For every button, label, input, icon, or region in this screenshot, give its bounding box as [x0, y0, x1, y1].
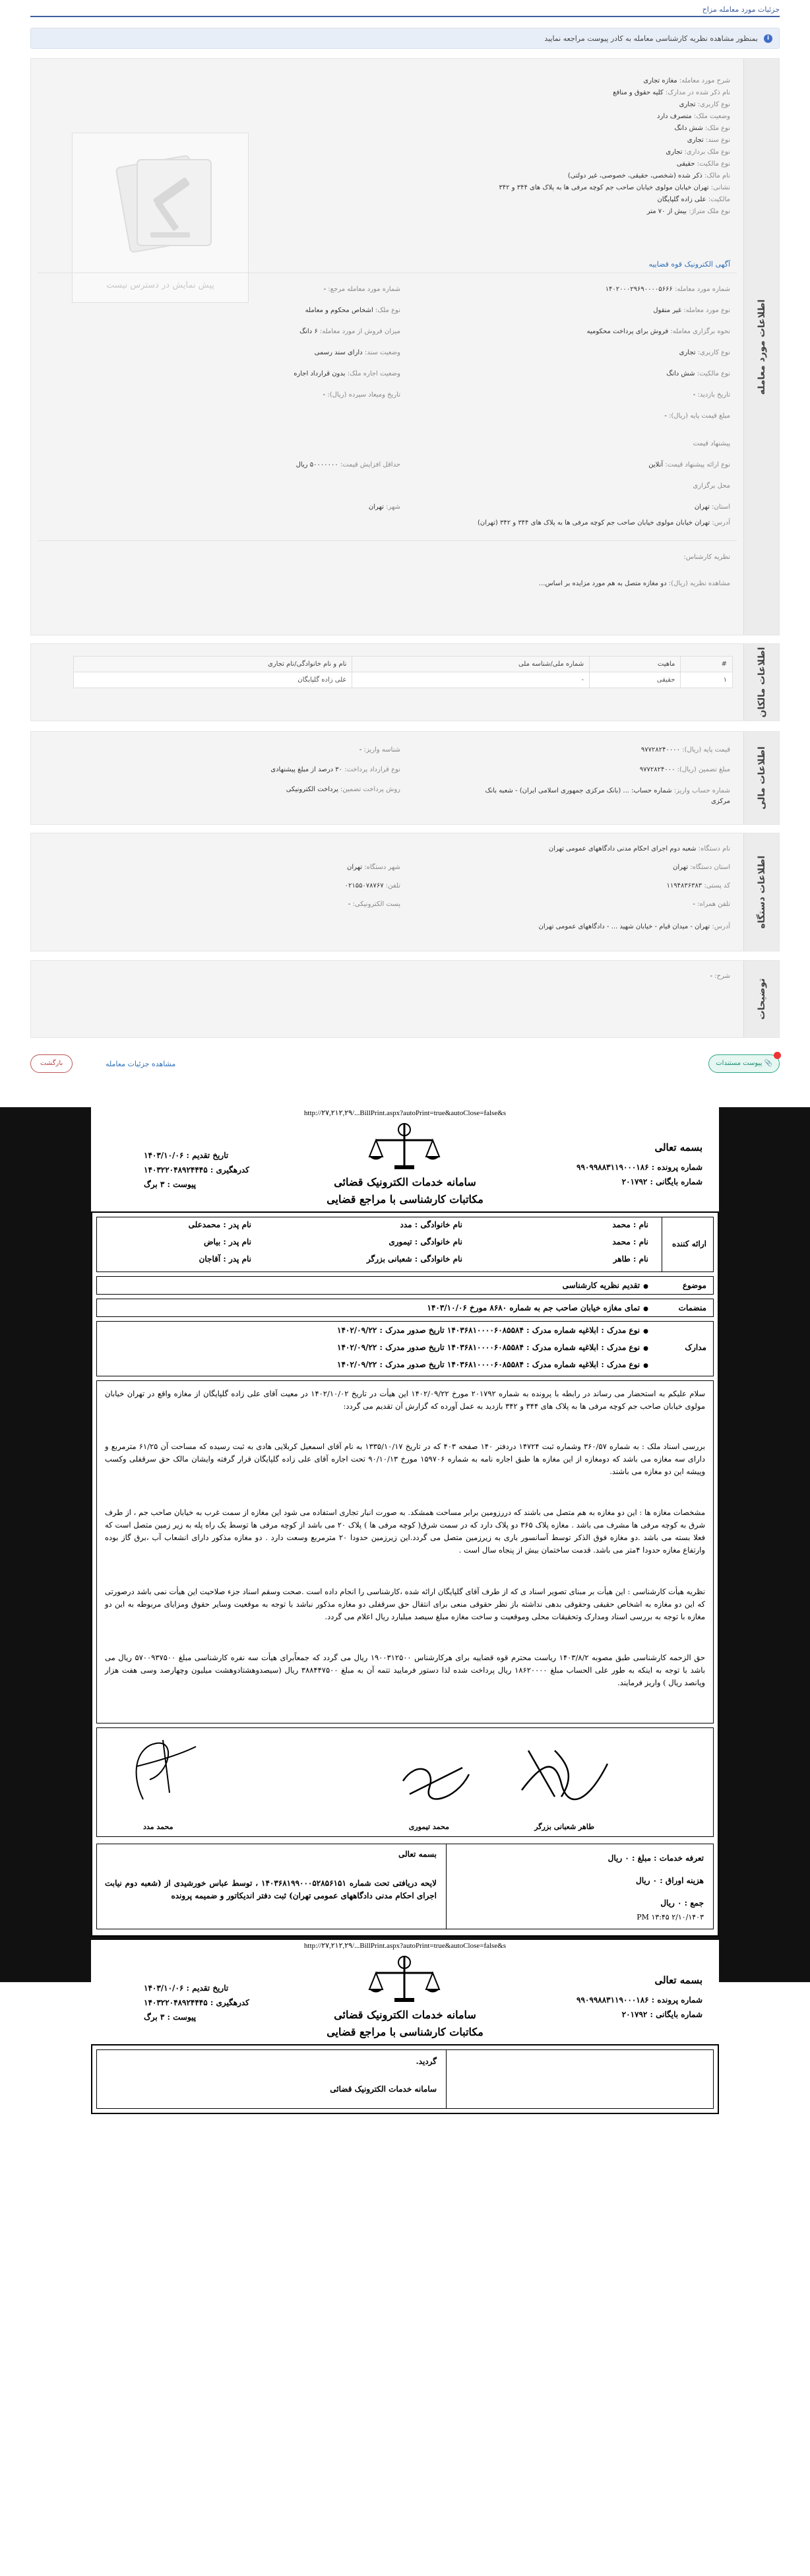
tab-description[interactable]: توضیحات [743, 961, 779, 1037]
signature-2-icon [396, 1748, 476, 1807]
agency-province: استان دستگاه: تهران [672, 864, 730, 871]
section-transaction [30, 58, 780, 635]
info-alert [30, 28, 780, 49]
org-title: سامانه خدمات الکترونیک قضائی [334, 2009, 476, 2021]
attachment-count: پیوست : ۳ برگ [144, 2012, 197, 2022]
detail-field-0: شماره مورد معامله: ۱۴۰۲۰۰۰۲۹۶۹۰۰۰۰۵۶۶۶ [605, 286, 730, 293]
col-index: # [681, 657, 733, 672]
fees-footer-box [96, 1844, 714, 1929]
case-number: شماره پرونده : ۹۹۰۹۹۸۸۳۱۱۹۰۰۰۱۸۶ [576, 1163, 702, 1172]
print-url: http://۲۷,۲۱۲,۲۹/...BillPrint.aspx?autoPrint=true&autoClose=false&s [303, 1942, 507, 1950]
header-divider [30, 16, 780, 17]
owners-header-row [74, 657, 733, 672]
footer-text: لایحه دریافتی تحت شماره ۱۴۰۳۶۸۱۹۹۰۰۰۵۲۸۵۶۱۵۱ ، توسط عباس خورشیدی از (شعبه دوم نیابت اجرای احکام مدنی دادگاههای عمومی تهران) ثبت دفتر اندیکاتور و ضمیمه پرونده [105, 1879, 437, 1900]
alert-text: بمنظور مشاهده نظریه کارشناسی معامله به کادر پیوست مراجعه نمایید [544, 34, 758, 43]
payment-id: شناسه واریز: - [359, 746, 400, 754]
section-owners [30, 643, 780, 721]
tab-owners[interactable]: اطلاعات مالکان [743, 644, 779, 721]
detail-field-4: وضعیت اجاره ملک: بدون قرارداد اجاره [294, 370, 400, 377]
summary-field-10: مالکیت: علی زاده گلپایگان [657, 196, 730, 203]
reference-row: منضمات ● تمای مغازه خیابان صاحب جم به شماره ۸۶۸۰ مورخ ۱۴۰۳/۱۰/۰۶ [96, 1299, 714, 1317]
gavel-image-icon [71, 133, 248, 278]
subject-row: موضوع ● تقدیم نظریه کارشناسی [96, 1276, 714, 1295]
org-subtitle: مکاتبات کارشناسی با مراجع قضایی [327, 1193, 483, 1206]
cell-name: علی زاده گلپایگان [74, 672, 352, 688]
justice-scales-icon [368, 1953, 441, 2006]
detail-field-4: نوع مالکیت: شش دانگ [666, 370, 730, 377]
col-national-id: شماره ملی/شناسه ملی [352, 657, 590, 672]
ad-link[interactable]: آگهی الکترونیک قوه قضاییه [648, 260, 730, 269]
org-subtitle: مکاتبات کارشناسی با مراجع قضایی [327, 2026, 483, 2038]
person-2-father: نام پدر : بیاض [204, 1237, 251, 1246]
service-fee: تعرفه خدمات : مبلغ : ۰ ریال [608, 1853, 704, 1863]
tracking-code: کدرهگیری : ۱۴۰۳۲۲۰۴۸۹۲۴۴۴۵ [144, 1165, 249, 1175]
detail-field-3: وضعیت سند: دارای سند رسمی [314, 349, 400, 356]
footer-left-cell [97, 1844, 447, 1929]
paper-cost: هزینه اوراق : ۰ ریال [635, 1876, 704, 1885]
location-heading: محل برگزاری [693, 482, 730, 490]
report-body [96, 1380, 714, 1723]
section-agency [30, 833, 780, 951]
person-1-father: نام پدر : محمدعلی [188, 1220, 251, 1229]
detail-field-5: تاریخ بازدید: - [693, 391, 730, 399]
received-note: گردید. [416, 2057, 437, 2066]
submit-date: تاریخ تقدیم : ۱۴۰۳/۱۰/۰۶ [144, 1151, 229, 1160]
agency-postal: کد پستی: ۱۱۹۴۸۳۶۳۸۳ [666, 882, 730, 889]
agency-phone: تلفن: ۰۲۱۵۵۰۷۸۷۶۷ [344, 882, 400, 889]
person-3-father: نام پدر : آقاجان [199, 1254, 251, 1264]
signature-3-icon [123, 1733, 202, 1806]
col-name: نام و نام خانوادگی/نام تجاری [74, 657, 352, 672]
signer-3-name: محمد مدد [143, 1822, 173, 1831]
paragraph-opinion: نظریه هیأت کارشناسی : این هیأت بر مبنای تصویر اسناد ی که از طرف آقای گلپایگان ارائه شده ،کارشناسی را انجام داده است .صحت وسقم اسناد جزء صلاحیت این هیأت نمی باشد درصورتی که این دو مغازه به اشخاص حقیقی وحقوقی بدهی نداشته باز نظر حقوقی منعی برای انتقال حق سرقفلی دو مغازه مذکور نباشد با توجه به موقعیت وسایر حقوق ومزایای مربوطه به این دو مغازه با توجه به بررسی اسناد ومدارک وتحقیقات محلی وموقعیت و ساخت مغازه مبلغ سیصد میلیارد ریال اعلام می گردد. [105, 1587, 705, 1621]
bismillah: بسمه تعالی [654, 1142, 702, 1153]
scanned-page-1 [91, 1107, 719, 1937]
tracking-code: کدرهگیری : ۱۴۰۳۲۲۰۴۸۹۲۴۴۴۵ [144, 1998, 249, 2007]
document-item: ● نوع مدرک : ابلاغیه شماره مدرک : ۱۴۰۳۶۸۱۰۰۰۰۶۰۸۵۵۸۴ تاریخ صدور مدرک : ۱۴۰۲/۰۹/۲۲ [337, 1326, 648, 1335]
section-finance [30, 731, 780, 825]
tab-finance[interactable]: اطلاعات مالی [743, 732, 779, 824]
col-type: ماهیت [590, 657, 681, 672]
paperclip-icon: 📎 [764, 1060, 772, 1067]
print-url: http://۲۷,۲۱۲,۲۹/...BillPrint.aspx?autoPrint=true&autoClose=false&s [303, 1109, 507, 1117]
submit-date: تاریخ تقدیم : ۱۴۰۳/۱۰/۰۶ [144, 1983, 229, 1993]
scanned-page-2 [91, 1940, 719, 2114]
bismillah: بسمه تعالی [654, 1974, 702, 1986]
expert-opinion: نظریه کارشناس: [683, 554, 730, 561]
detail-field-1: نوع ملک: اشخاص محکوم و معامله [305, 307, 400, 314]
divider [38, 540, 737, 541]
paragraph-specs: مشخصات مغازه ها : این دو مغازه به هم متصل می باشند که دررزومین برابر مساحت همشکد. به صورت انبار تجاری استفاده می شود این مغازه از سمت غرب به خیابان صاحب جم ، از طرف شرق به کوچه مرفی ها مشرف می باشد . مغازه پلاک ۳۶۵ دو پلاک دارد که در سمت شرق( کوچه مرفی ها ) پلاک ۲۰ می باشد از کوچه مرفی ها توسط یک راه پله به زیر زمین متصل است که فعلا بسته می باشد .دو مغازه فوق الذکر توسط آسانسور باری به زیرزمین متصل می گردد.این زیرزمین حدودا ۲۰ مترمربع وسعت دارد . دو مغازه مذکور دارای انشعاب آب ،برق گاز بوده وارتفاع مغازه حدودا ۴متر می باشد. قدمت ساختمان بیش از پنجاه سال است . [105, 1508, 705, 1555]
cell-national-id: - [352, 672, 590, 688]
photo-caption: پیش نمایش در دسترس نیست [106, 280, 214, 290]
presenters-box [96, 1217, 714, 1272]
detail-field-3: نوع کاربری: تجاری [679, 349, 730, 356]
agency-name: نام دستگاه: شعبه دوم اجرای احکام مدنی دادگاههای عمومی تهران [548, 845, 730, 853]
archive-number: شماره بایگانی : ۲۰۱۷۹۲ [621, 1177, 702, 1186]
summary-field-0: شرح مورد معامله: مغازه تجاری [643, 77, 730, 84]
person-1-first: نام : محمد [612, 1220, 648, 1229]
document-item: ● نوع مدرک : ابلاغیه شماره مدرک : ۱۴۰۳۶۸۱۰۰۰۰۶۰۸۵۵۸۴ تاریخ صدور مدرک : ۱۴۰۲/۰۹/۲۲ [337, 1343, 648, 1352]
summary-field-1: نام ذکر شده در مدارک: کلیه حقوق و منافع [613, 89, 730, 96]
summary-field-11: نوع ملک متراژ: بیش از ۷۰ متر [646, 208, 730, 215]
breadcrumb: جزئیات مورد معامله مزاح [702, 5, 780, 14]
print-timestamp: ۲/۱۰/۱۴۰۳ ۱۳:۴۵ PM [637, 1913, 704, 1921]
table-row [74, 672, 733, 688]
section-description [30, 960, 780, 1038]
city: شهر: تهران [368, 503, 400, 511]
paragraph-deeds: بررسی اسناد ملک : به شماره ۳۶۰/۵۷ وشماره ثبت ۱۴۷۲۴ دردفتر ۱۴۰ صفحه ۴۰۳ که در تاریخ ۱۳۳۵/۱۰/۱۷ به نام آقای اسمعیل کربلایی هادی به ثبت رسیده که مساحت آن ۶۱/۲۵ مترمربع و دارای سه مغازه می باشد که دومغازه از این مغازه ها طبق اجاره نامه به شماره ۱۵۹۷۰۶ مورخ ۹۰/۱۰/۱۳ تحت اجاره آقای علی زاده گلپایگان قرار گرفته وایشان مالک حق سرقفلی وکسب وپیشه این دو مغازه می باشند. [105, 1442, 705, 1476]
summary-field-7: نوع مالکیت: حقیقی [676, 160, 730, 168]
summary-field-6: نوع ملک برداری: تجاری [666, 148, 730, 156]
notification-dot [774, 1052, 781, 1059]
back-button[interactable]: بازگشت [30, 1054, 73, 1073]
agency-mobile: تلفن همراه: - [693, 901, 730, 908]
summary-field-2: نوع کاربری: تجاری [679, 101, 730, 108]
page2-left-cell [97, 2050, 447, 2108]
summary-field-9: نشانی: تهران خیابان مولوی خیابان صاحب جم کوچه مرفی ها به پلاک های ۳۴۴ و ۳۴۲ [499, 184, 730, 191]
detail-field-0: شماره مورد معامله مرجع: - [323, 286, 400, 293]
view-details-link[interactable]: مشاهده جزئیات معامله [106, 1060, 176, 1068]
subject-value: ● تقدیم نظریه کارشناسی [563, 1281, 648, 1290]
base-price: قیمت پایه (ریال): ۹۷۷۲۸۲۴۰۰۰۰ [640, 746, 730, 754]
attachments-button[interactable]: 📎 پیوست مستندات [708, 1054, 780, 1073]
detail-field-2: میزان فروش از مورد معامله: ۶ دانگ [299, 328, 400, 335]
signatures-box [96, 1727, 714, 1837]
agency-address: آدرس: تهران - میدان قیام - خیابان شهید ... - دادگاههای عمومی تهران [538, 923, 730, 930]
archive-number: شماره بایگانی : ۲۰۱۷۹۲ [621, 2010, 702, 2019]
agency-email: پست الکترونیکی: - [348, 901, 400, 908]
system-note: سامانه خدمات الکترونیک قضائی [330, 2084, 437, 2094]
person-2-last: نام خانوادگی : تیموری [389, 1237, 462, 1246]
province: استان: تهران [694, 503, 730, 511]
person-2-first: نام : محمد [612, 1237, 648, 1246]
guarantee-amount: مبلغ تضمین (ریال): ۹۷۷۲۸۲۴۰۰۰ [639, 766, 730, 773]
signature-1-icon [515, 1737, 614, 1810]
paragraph-fees: حق الزحمه کارشناسی طبق مصوبه ۱۴۰۳/۸/۲ ریاست محترم قوه قضاییه برای هرکارشناس ۱۹۰۰۳۱۲۵۰۰ ریال می گردد که جمعاًبرای هیأت سه نفره کارشناسی مبلغ ۵۷۰۰۹۳۷۵۰۰ ریال می باشد با توجه به اینکه به طور علی الحساب مبلغ ۱۸۶۲۰۰۰۰ ریال پرداخت شده لذا دستور فرمایید تتمه آن به مبلغ ۳۸۸۴۴۷۵۰۰ ریال (سیصدوهشتادوهشت میلیون وچهارصد وسی هفت هزار وپانصد ریال ) واریز فرمایند. [105, 1653, 705, 1687]
presenters-label-cell: ارائه کننده [662, 1217, 713, 1272]
summary-field-3: وضعیت ملک: متصرف دارد [657, 113, 730, 120]
detail-field-2: نحوه برگزاری معامله: فروش برای پرداخت محکومیه [586, 328, 730, 335]
case-number: شماره پرونده : ۹۹۰۹۹۸۸۳۱۱۹۰۰۰۱۸۶ [576, 1995, 702, 2005]
paragraph-intro: سلام علیکم به استحضار می رساند در رابطه با پرونده به شماره ۲۰۱۷۹۲ مورخ ۱۴۰۲/۰۹/۲۲ این هیأت در تاریخ ۱۴۰۲/۱۰/۰۲ در معیت آقای علی زاده گلپایگان از مغازه واقع در تهران خیابان مولوی خیابان صاحب جم کوچه مرفی ها به پلاک های ۳۴۴ و ۳۴۲ بازدید به عمل آورده که گزارش آن تقدیم می گردد: [105, 1389, 706, 1411]
footer-title: بسمه تعالی [398, 1850, 437, 1859]
summary-field-5: نوع سند: تجاری [687, 137, 730, 144]
address: آدرس: تهران خیابان مولوی خیابان صاحب جم کوچه مرفی ها به پلاک های ۳۴۴ و ۳۴۲ (تهران) [477, 519, 730, 527]
min-increase: حداقل افزایش قیمت: ۵۰۰۰۰۰۰۰ ریال [296, 461, 400, 468]
documents-box: مدارک ● نوع مدرک : ابلاغیه شماره مدرک : ۱۴۰۳۶۸۱۰۰۰۰۶۰۸۵۵۸۴ تاریخ صدور مدرک : ۱۴۰۲/۰۹/۲۲ ● نوع مدرک : ابلاغیه شماره مدرک : ۱۴۰۳۶۸۱۰۰۰۰۶۰۸۵۵۸۴ تاریخ صدور مدرک : ۱۴۰۲/۰۹/۲۲ ● نوع مدرک : ابلاغیه شماره مدرک : ۱۴۰۳۶۸۱۰۰۰۰۶۰۸۵۵۸۴ تاریخ صدور مدرک : ۱۴۰۲/۰۹/۲۲ [96, 1321, 714, 1376]
detail-field-6: مبلغ قیمت پایه (ریال): - [664, 412, 730, 420]
reference-value: ● تمای مغازه خیابان صاحب جم به شماره ۸۶۸۰ مورخ ۱۴۰۳/۱۰/۰۶ [427, 1303, 648, 1312]
contract-type: نوع قرارداد پرداخت: ۳۰ درصد از مبلغ پیشنهادی [270, 766, 400, 773]
signer-1-name: طاهر شعبانی بزرگر [534, 1822, 594, 1831]
total-cost: جمع : ۰ ریال [660, 1898, 704, 1908]
document-item: ● نوع مدرک : ابلاغیه شماره مدرک : ۱۴۰۳۶۸۱۰۰۰۰۶۰۸۵۵۸۴ تاریخ صدور مدرک : ۱۴۰۲/۰۹/۲۲ [337, 1360, 648, 1369]
justice-scales-icon [368, 1120, 441, 1173]
owners-table [73, 656, 733, 688]
page2-box [96, 2049, 714, 2109]
account-number: شماره حساب واریز: شماره حساب: ... (بانک مرکزی جمهوری اسلامی ایران) - شعبه بانک مرکزی [485, 787, 730, 805]
description-text: شرح: - [710, 973, 730, 980]
detail-field-1: نوع مورد معامله: غیر منقول [653, 307, 730, 314]
cell-index: ۱ [681, 672, 733, 688]
tab-transaction[interactable]: اطلاعات مورد معامله [743, 59, 779, 635]
summary-field-4: نوع ملک: شش دانگ [674, 125, 730, 132]
attachment-count: پیوست : ۳ برگ [144, 1180, 197, 1189]
signer-2-name: محمد تیموری [408, 1822, 449, 1831]
proposal-heading: پیشنهاد قیمت [693, 440, 730, 447]
guarantee-method: روش پرداخت تضمین: پرداخت الکترونیکی [286, 786, 400, 793]
agency-city: شهر دستگاه: تهران [347, 864, 400, 871]
person-1-last: نام خانوادگی : مدد [400, 1220, 462, 1229]
cell-type: حقیقی [590, 672, 681, 688]
org-title: سامانه خدمات الکترونیک قضائی [334, 1176, 476, 1188]
proposal-type: نوع ارائه پیشنهاد قیمت: آنلاین [648, 461, 730, 468]
person-3-last: نام خانوادگی : شعبانی بزرگر [366, 1254, 462, 1264]
view-opinion: مشاهده نظریه (ریال): دو مغازه متصل به هم مورد مزایده بر اساس... [538, 580, 730, 587]
tab-agency[interactable]: اطلاعات دستگاه [743, 833, 779, 951]
person-3-first: نام : طاهر [613, 1254, 648, 1264]
summary-field-8: نام مالک: ذکر شده (شخصی، حقیقی، خصوصی، غیر دولتی) [567, 172, 730, 179]
detail-field-5: تاریخ ومیعاد سپرده (ریال): - [323, 391, 400, 399]
photo-placeholder [72, 133, 249, 303]
info-icon: i [764, 34, 772, 43]
